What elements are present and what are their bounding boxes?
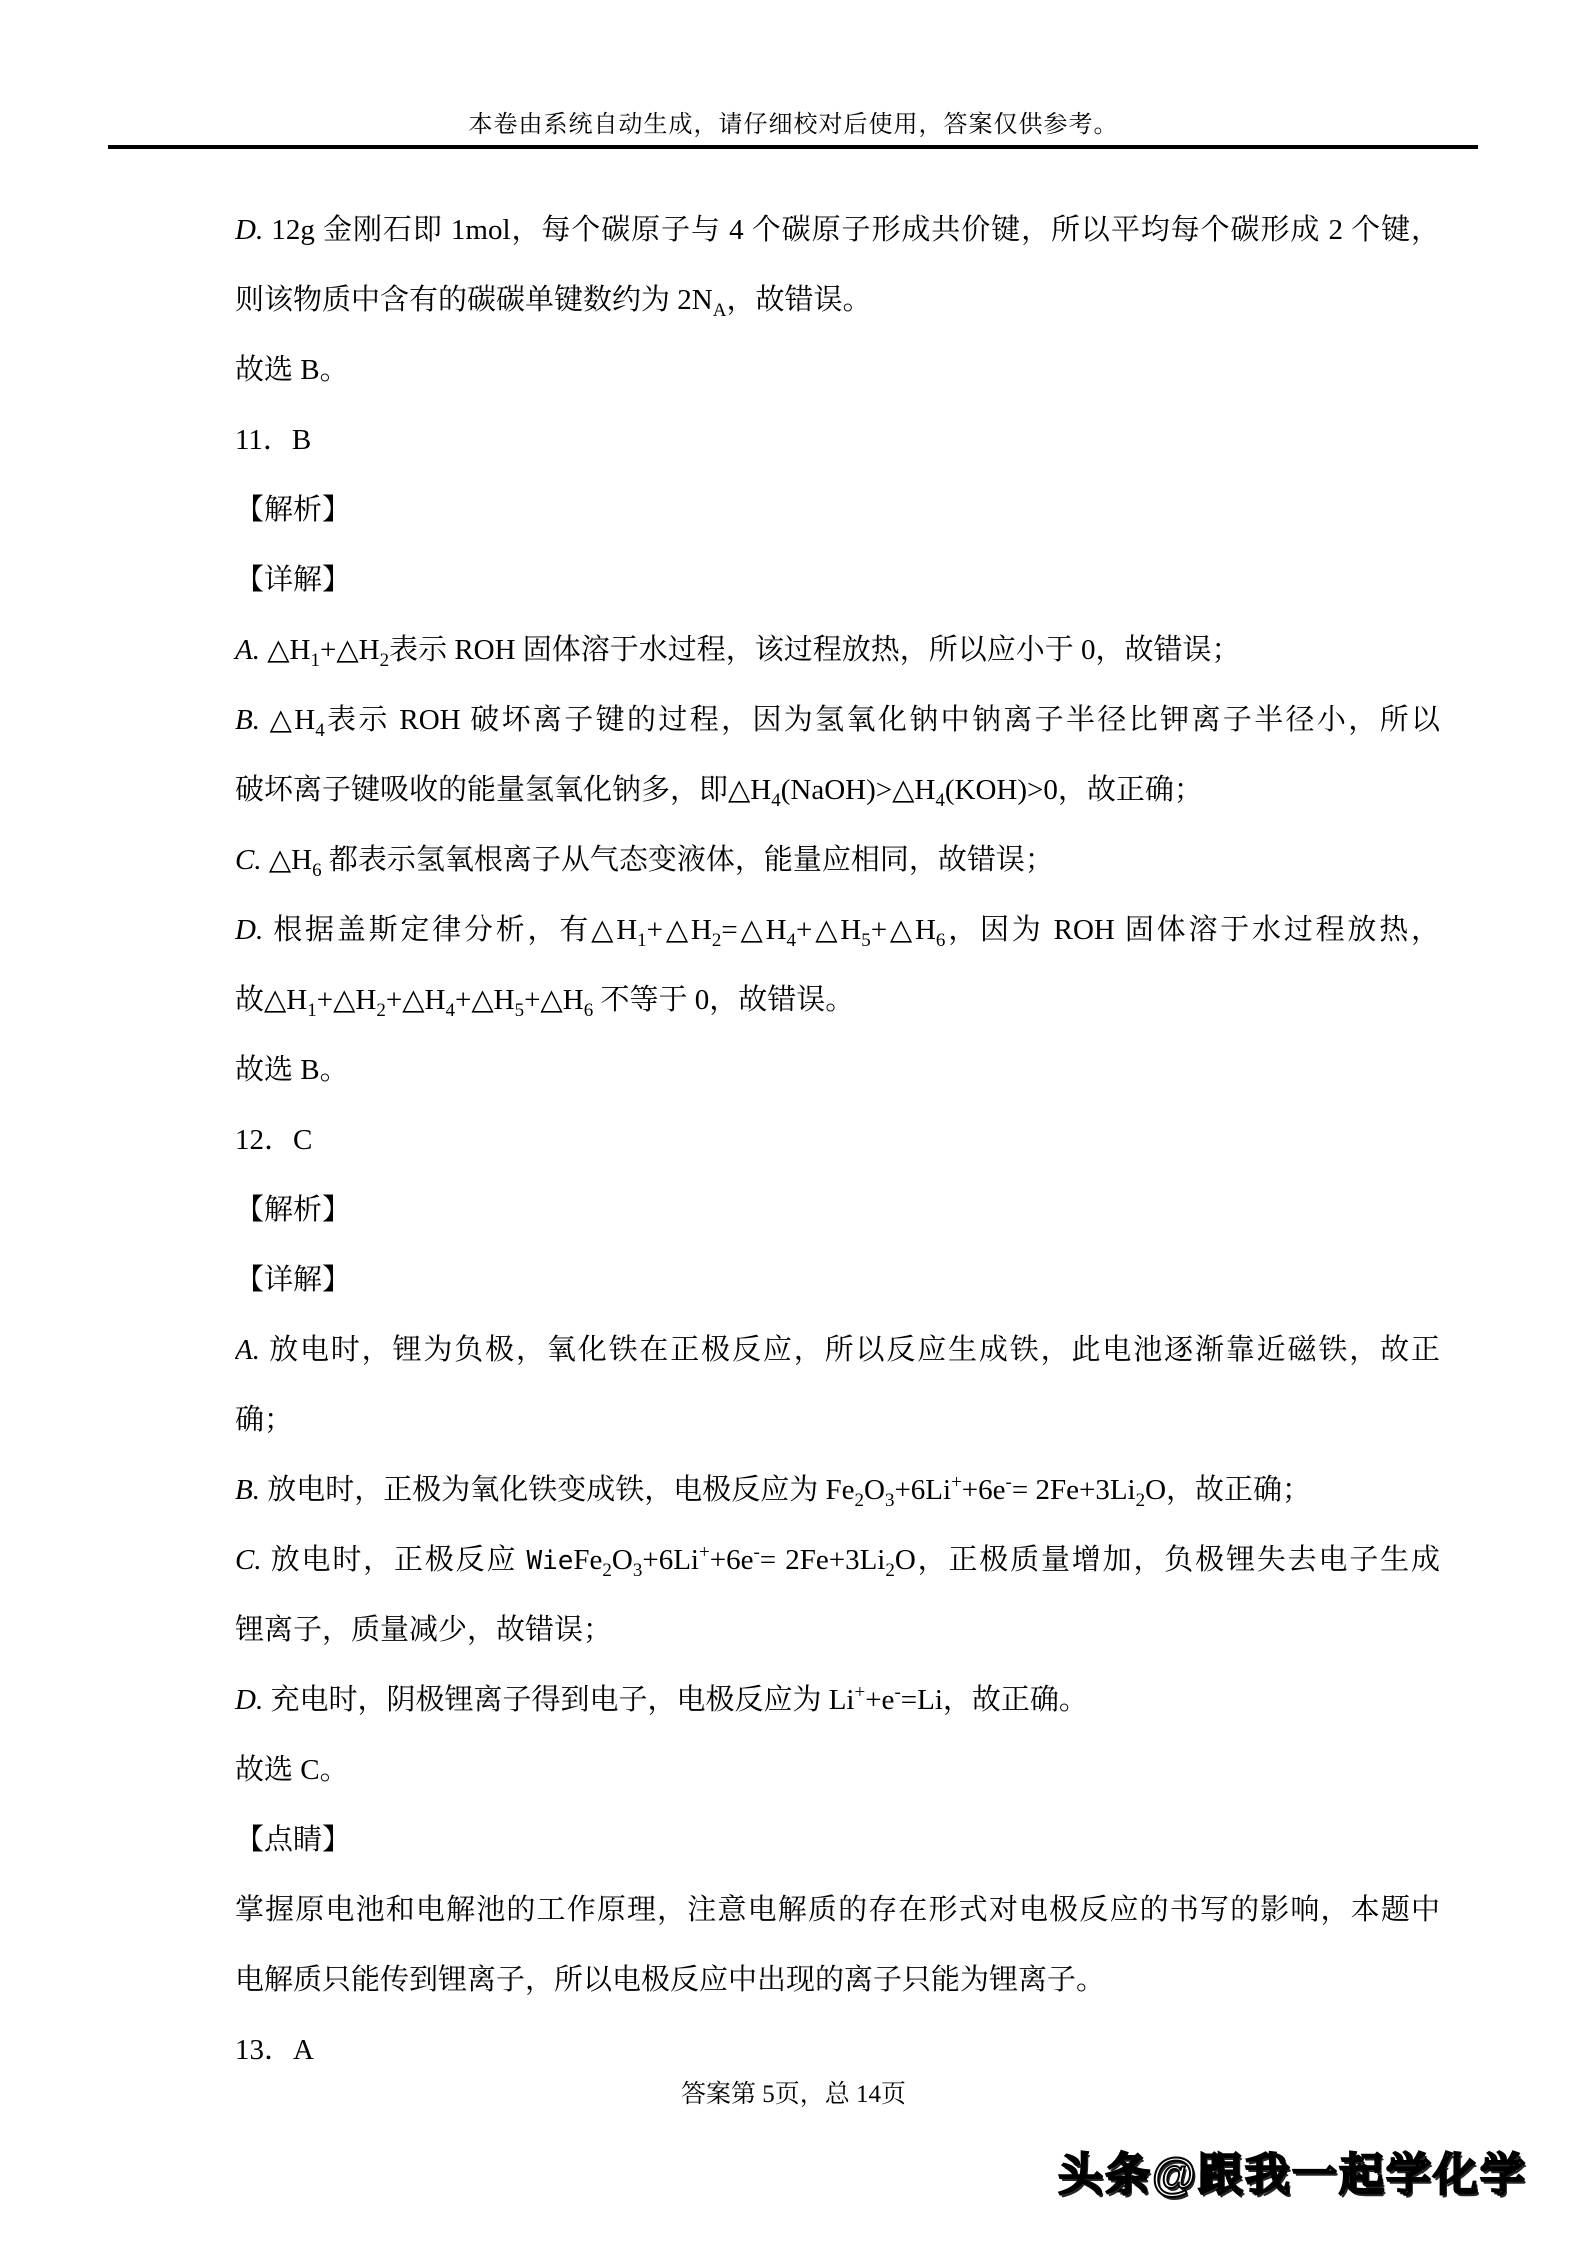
text-line <box>235 1805 1440 1875</box>
subscript: 2 <box>854 1490 864 1511</box>
text-line <box>235 1595 1440 1665</box>
text-run: +△H <box>646 914 712 946</box>
text-line <box>235 1665 1440 1735</box>
text-run: 【详解】 <box>235 564 352 596</box>
text-run: (NaOH)>△H <box>780 774 936 806</box>
text-run: 【详解】 <box>235 1264 352 1296</box>
text-line <box>235 1875 1440 1945</box>
superscript: + <box>951 1472 962 1493</box>
text-run: +△H <box>316 984 377 1016</box>
text-run: ，因为 ROH 固体溶于水过程放热， <box>945 914 1440 946</box>
text-run: ，故错误。 <box>726 284 872 316</box>
text-line <box>235 1945 1440 2015</box>
page-header-notice: 本卷由系统自动生成，请仔细校对后使用，答案仅供参考。 <box>468 112 1119 138</box>
text-line <box>235 965 1440 1035</box>
text-line <box>235 545 1440 615</box>
subscript: 3 <box>632 1560 643 1581</box>
text-line <box>235 755 1440 825</box>
superscript: + <box>854 1682 866 1703</box>
header-divider-line <box>108 145 1478 149</box>
text-run: 放电时，正极为氧化铁变成铁，电极反应为 Fe <box>259 1474 855 1506</box>
text-run: 【点睛】 <box>235 1824 352 1856</box>
subscript: 2 <box>711 930 722 951</box>
option-letter: D. <box>235 214 264 246</box>
text-run: 充电时，阴极锂离子得到电子，电极反应为 Li <box>263 1684 855 1716</box>
superscript: - <box>894 1682 901 1703</box>
text-run: 不等于 0，故错误。 <box>593 984 855 1016</box>
text-line <box>235 895 1440 965</box>
text-line <box>235 1105 1440 1175</box>
text-line <box>235 1315 1440 1385</box>
text-run: 确； <box>235 1404 294 1436</box>
superscript: - <box>1005 1472 1012 1493</box>
text-run: (KOH)>0，故正确； <box>944 774 1203 806</box>
text-run: = 2Fe+3Li <box>1011 1474 1136 1506</box>
text-run: Fe <box>573 1544 603 1576</box>
option-letter: C. <box>235 1544 262 1576</box>
subscript: 1 <box>310 650 320 671</box>
text-line <box>235 475 1440 545</box>
subscript: 3 <box>884 1490 895 1511</box>
option-letter: A. <box>235 1334 260 1366</box>
text-run: 表示 ROH 破坏离子键的过程，因为氢氧化钠中钠离子半径比钾离子半径小，所以 <box>324 704 1440 736</box>
subscript: 2 <box>376 1000 386 1021</box>
subscript: 1 <box>637 930 647 951</box>
text-run: +△H <box>796 914 862 946</box>
text-run: O，故正确； <box>1145 1474 1312 1506</box>
text-run: +△H <box>870 914 936 946</box>
text-run: 故选 C。 <box>235 1754 349 1786</box>
text-run: 破坏离子键吸收的能量氢氧化钠多，即△H <box>235 774 772 806</box>
subscript: 5 <box>861 930 871 951</box>
text-line <box>235 405 1440 475</box>
text-run: 放电时，锂为负极，氧化铁在正极反应，所以反应生成铁，此电池逐渐靠近磁铁，故正 <box>259 1334 1440 1366</box>
text-run: 表示 ROH 固体溶于水过程，该过程放热，所以应小于 0，故错误； <box>389 634 1241 666</box>
text-run: =△H <box>721 914 787 946</box>
subscript: 4 <box>771 790 781 811</box>
text-line <box>235 195 1440 265</box>
text-run: 故选 B。 <box>235 1054 349 1086</box>
subscript: 2 <box>602 1560 612 1581</box>
subscript: 6 <box>583 1000 594 1021</box>
text-run: = 2Fe+3Li <box>759 1544 886 1576</box>
text-run: 电解质只能传到锂离子，所以电极反应中出现的离子只能为锂离子。 <box>235 1964 1106 1996</box>
subscript: 4 <box>935 790 945 811</box>
option-letter: A. <box>235 634 260 666</box>
text-run: +△H <box>524 984 584 1016</box>
text-run: +6e <box>709 1544 754 1576</box>
text-run: O，正极质量增加，负极锂失去电子生成 <box>894 1544 1440 1576</box>
subscript: 1 <box>307 1000 317 1021</box>
text-run: 故△H <box>235 984 308 1016</box>
superscript: - <box>753 1542 760 1563</box>
text-run: 锂离子，质量减少，故错误； <box>235 1614 613 1646</box>
text-run: 故选 B。 <box>235 354 349 386</box>
watermark-text: 头条@跟我一起学化学 <box>1058 2149 1527 2200</box>
subscript: 4 <box>315 720 325 741</box>
text-line <box>235 1525 1440 1595</box>
option-letter: D. <box>235 1684 264 1716</box>
superscript: + <box>699 1542 710 1563</box>
subscript: 2 <box>885 1560 895 1581</box>
text-run: +△H <box>319 634 380 666</box>
text-run: +△H <box>385 984 446 1016</box>
option-letter: B. <box>235 704 260 736</box>
subscript: 2 <box>379 650 390 671</box>
subscript: A <box>712 300 727 321</box>
text-line <box>235 1455 1440 1525</box>
text-run: +6e <box>961 1474 1006 1506</box>
option-letter: B. <box>235 1474 260 1506</box>
text-run: 12．C <box>235 1124 313 1156</box>
text-run: 掌握原电池和电解池的工作原理，注意电解质的存在形式对电极反应的书写的影响，本题中 <box>235 1894 1440 1926</box>
text-line <box>235 1385 1440 1455</box>
text-run: 都表示氢氧根离子从气态变液体，能量应相同，故错误； <box>321 844 1054 876</box>
text-run: 则该物质中含有的碳碳单键数约为 2N <box>235 284 713 316</box>
text-run: 13．A <box>235 2034 314 2066</box>
text-line <box>235 335 1440 405</box>
text-line <box>235 685 1440 755</box>
text-run: 【解析】 <box>235 1194 352 1226</box>
text-run: +e <box>865 1684 895 1716</box>
document-body <box>235 195 1440 2085</box>
text-run: +6Li <box>894 1474 952 1506</box>
text-run: +6Li <box>642 1544 699 1576</box>
text-run: △H <box>259 634 311 666</box>
text-run: =Li，故正确。 <box>900 1684 1088 1716</box>
subscript: 2 <box>1135 1490 1146 1511</box>
text-line <box>235 265 1440 335</box>
text-line <box>235 825 1440 895</box>
text-run: 【解析】 <box>235 494 352 526</box>
subscript: 6 <box>312 860 322 881</box>
text-run: △H <box>259 704 316 736</box>
page-footer: 答案第 5页，总 14页 <box>680 2081 906 2108</box>
subscript: 4 <box>445 1000 455 1021</box>
subscript: 4 <box>786 930 797 951</box>
text-run: +△H <box>454 984 515 1016</box>
text-line <box>235 1175 1440 1245</box>
text-run: 12g 金刚石即 1mol，每个碳原子与 4 个碳原子形成共价键，所以平均每个碳形成 2 个键， <box>263 214 1440 246</box>
text-line <box>235 1035 1440 1105</box>
text-line <box>235 1735 1440 1805</box>
text-run: 11．B <box>235 424 312 456</box>
option-letter: D. <box>235 914 264 946</box>
text-run: 放电时，正极反应 <box>261 1544 527 1576</box>
option-letter: C. <box>235 844 262 876</box>
subscript: 5 <box>514 1000 525 1021</box>
formula-text: Wie <box>526 1546 574 1576</box>
subscript: 6 <box>935 930 946 951</box>
text-run: 根据盖斯定律分析，有△H <box>263 914 638 946</box>
text-run: △H <box>261 844 313 876</box>
text-run: O <box>611 1544 633 1576</box>
text-line <box>235 1245 1440 1315</box>
text-run: O <box>863 1474 885 1506</box>
text-line <box>235 615 1440 685</box>
